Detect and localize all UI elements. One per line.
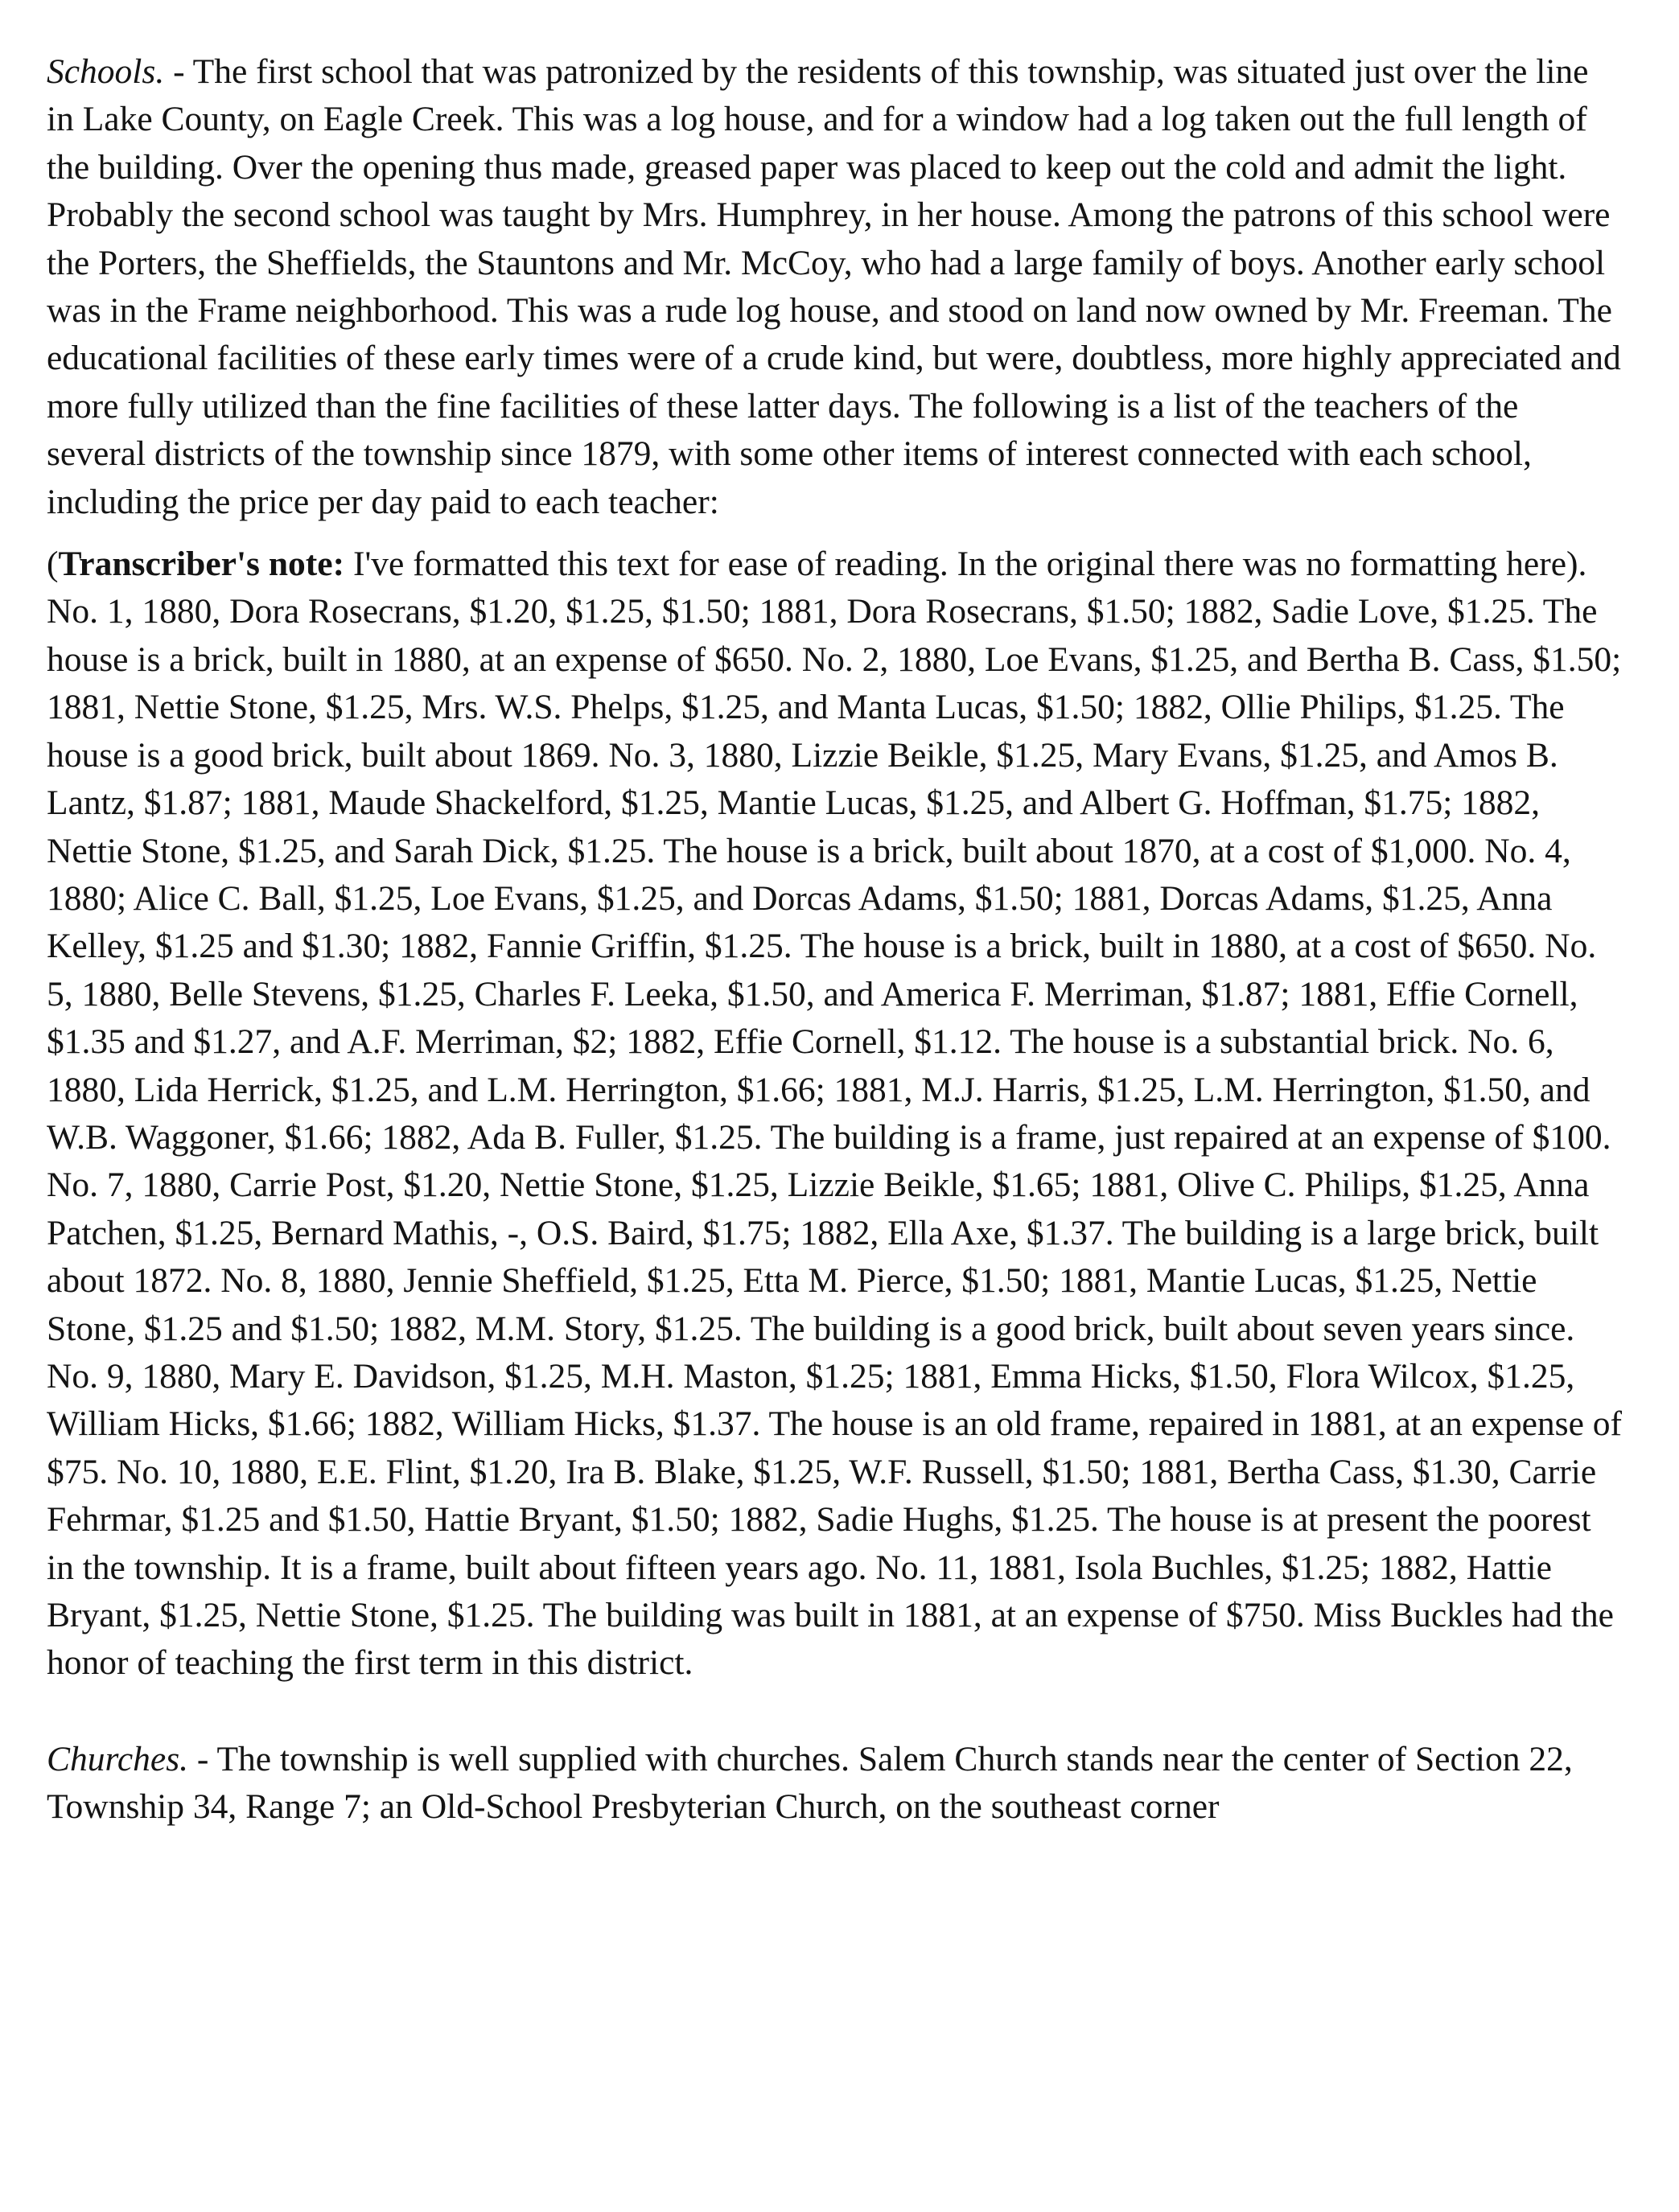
churches-text: - The township is well supplied with churches. Salem Church stands near the center of Section 22, Township 34, Range 7; an Old-School Presbyterian Church, on the southeast corner: [47, 1739, 1573, 1827]
note-open-paren: (: [47, 545, 59, 584]
churches-paragraph: [47, 1736, 1623, 1832]
schools-paragraph: [47, 48, 1623, 526]
schools-text: - The first school that was patronized by the residents of this township, was situated just over the line in Lake County, on Eagle Creek. This was a log house, and for a window had a log taken out the full length of the building. Over the opening thus made, greased paper was placed to keep out the cold and admit the light. Probably the second school was taught by Mrs. Humphrey, in her house. Among the patrons of this school were the Porters, the Sheffields, the Stauntons and Mr. McCoy, who had a large family of boys. Another early school was in the Frame neighborhood. This was a rude log house, and stood on land now owned by Mr. Freeman. The educational facilities of these early times were of a crude kind, but were, doubtless, more highly appreciated and more fully utilized than the fine facilities of these latter days. The following is a list of the teachers of the several districts of the township since 1879, with some other items of interest connected with each school, including the price per day paid to each teacher:: [47, 52, 1621, 521]
districts-paragraph: No. 1, 1880, Dora Rosecrans, $1.20, $1.25, $1.50; 1881, Dora Rosecrans, $1.50; 1882, Sadie Love, $1.25. The house is a brick, built in 1880, at an expense of $650. No. 2, 1880, Loe Evans, $1.25, and Bertha B. Cass, $1.50; 1881, Nettie Stone, $1.25, Mrs. W.S. Phelps, $1.25, and Manta Lucas, $1.50; 1882, Ollie Philips, $1.25. The house is a good brick, built about 1869. No. 3, 1880, Lizzie Beikle, $1.25, Mary Evans, $1.25, and Amos B. Lantz, $1.87; 1881, Maude Shackelford, $1.25, Mantie Lucas, $1.25, and Albert G. Hoffman, $1.75; 1882, Nettie Stone, $1.25, and Sarah Dick, $1.25. The house is a brick, built about 1870, at a cost of $1,000. No. 4, 1880; Alice C. Ball, $1.25, Loe Evans, $1.25, and Dorcas Adams, $1.50; 1881, Dorcas Adams, $1.25, Anna Kelley, $1.25 and $1.30; 1882, Fannie Griffin, $1.25. The house is a brick, built in 1880, at a cost of $650. No. 5, 1880, Belle Stevens, $1.25, Charles F. Leeka, $1.50, and America F. Merriman, $1.87; 1881, Effie Cornell, $1.35 and $1.27, and A.F. Merriman, $2; 1882, Effie Cornell, $1.12. The house is a substantial brick. No. 6, 1880, Lida Herrick, $1.25, and L.M. Herrington, $1.66; 1881, M.J. Harris, $1.25, L.M. Herrington, $1.50, and W.B. Waggoner, $1.66; 1882, Ada B. Fuller, $1.25. The building is a frame, just repaired at an expense of $100. No. 7, 1880, Carrie Post, $1.20, Nettie Stone, $1.25, Lizzie Beikle, $1.65; 1881, Olive C. Philips, $1.25, Anna Patchen, $1.25, Bernard Mathis, -, O.S. Baird, $1.75; 1882, Ella Axe, $1.37. The building is a large brick, built about 1872. No. 8, 1880, Jennie Sheffield, $1.25, Etta M. Pierce, $1.50; 1881, Mantie Lucas, $1.25, Nettie Stone, $1.25 and $1.50; 1882, M.M. Story, $1.25. The building is a good brick, built about seven years since. No. 9, 1880, Mary E. Davidson, $1.25, M.H. Maston, $1.25; 1881, Emma Hicks, $1.50, Flora Wilcox, $1.25, William Hicks, $1.66; 1882, William Hicks, $1.37. The house is an old frame, repaired in 1881, at an expense of $75. No. 10, 1880, E.E. Flint, $1.20, Ira B. Blake, $1.25, W.F. Russell, $1.50; 1881, Bertha Cass, $1.30, Carrie Fehrmar, $1.25 and $1.50, Hattie Bryant, $1.50; 1882, Sadie Hughs, $1.25. The house is at present the poorest in the township. It is a frame, built about fifteen years ago. No. 11, 1881, Isola Buchles, $1.25; 1882, Hattie Bryant, $1.25, Nettie Stone, $1.25. The building was built in 1881, at an expense of $750. Miss Buckles had the honor of teaching the first term in this district.: [47, 592, 1623, 1683]
transcriber-note-text: I've formatted this text for ease of reading. In the original there was no formatting here).: [344, 545, 1587, 584]
paragraph-spacer: [47, 526, 1623, 541]
transcriber-note-label: Transcriber's note:: [58, 545, 345, 584]
schools-heading: Schools.: [47, 52, 165, 91]
paragraph-spacer: [47, 1688, 1623, 1736]
document-page: [47, 48, 1623, 1832]
transcriber-note: [47, 541, 1623, 588]
churches-heading: Churches.: [47, 1739, 188, 1778]
